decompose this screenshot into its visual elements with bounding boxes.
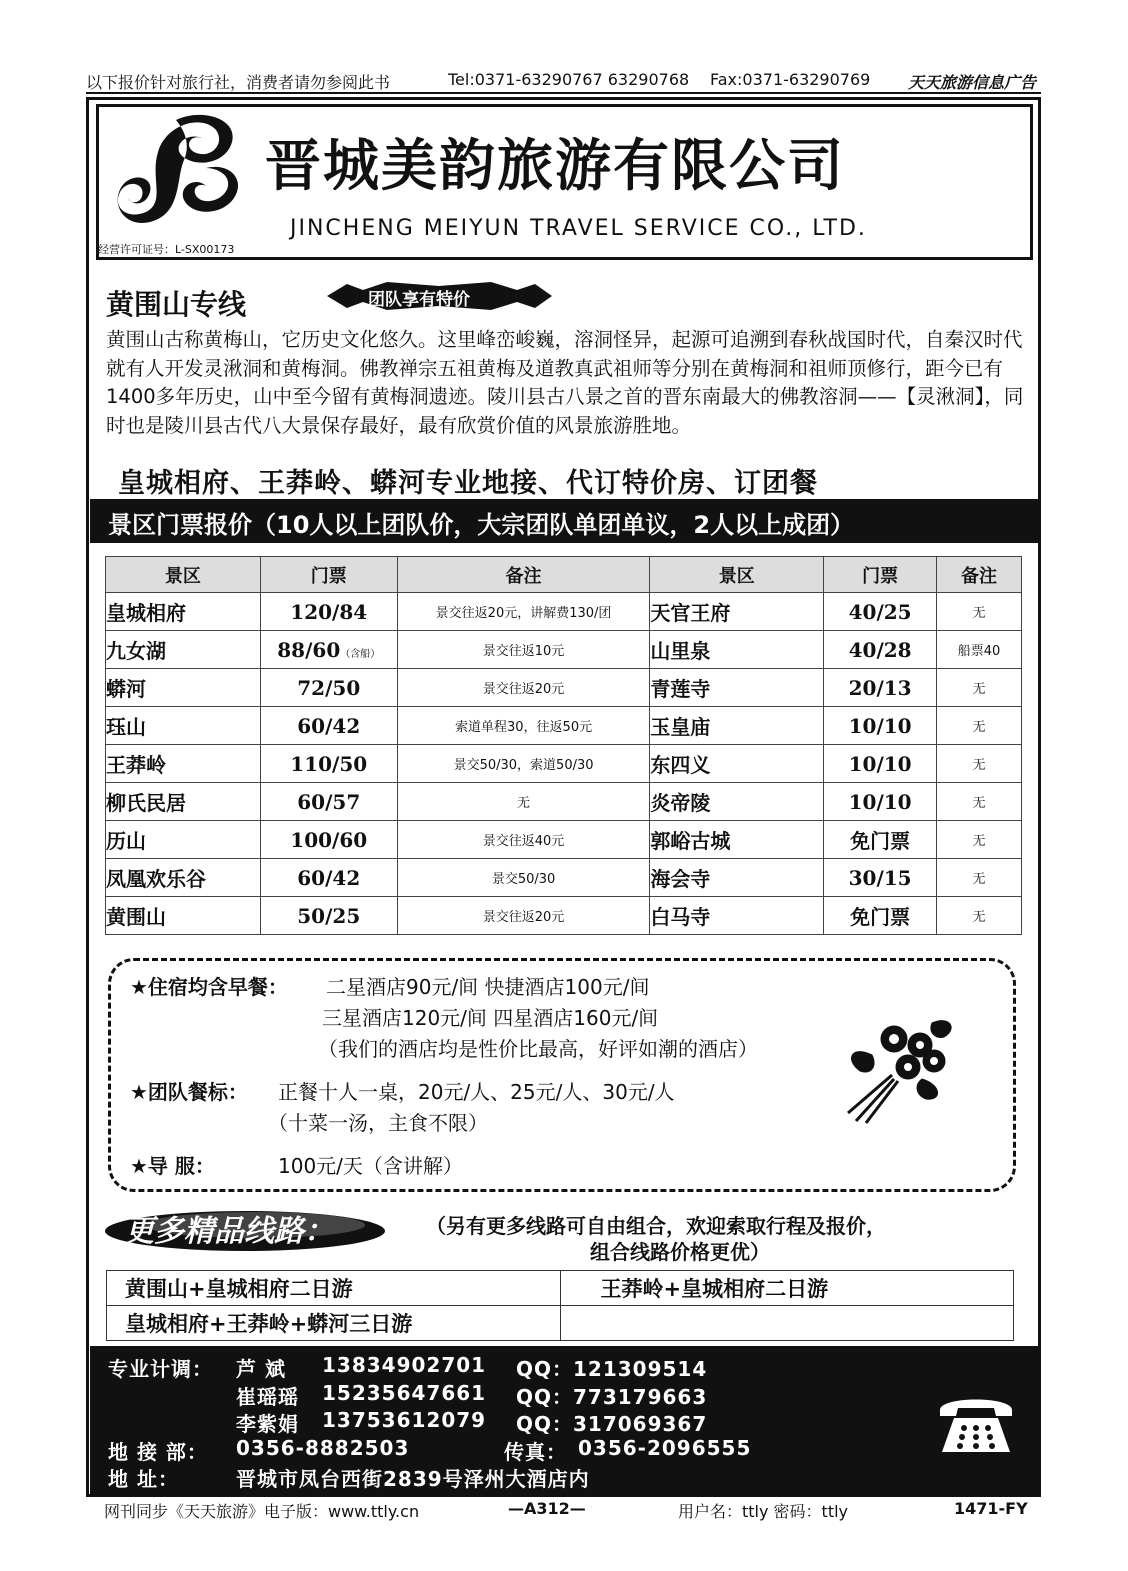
planner-phone: 13834902701 bbox=[322, 1353, 487, 1377]
company-name-en: JINCHENG MEIYUN TRAVEL SERVICE CO., LTD. bbox=[290, 216, 867, 241]
footer bbox=[90, 1499, 1040, 1525]
line-intro: 黄围山古称黄梅山，它历史文化悠久。这里峰峦峻巍，溶洞怪异，起源可追溯到春秋战国时代，自秦汉时代就有人开发灵湫洞和黄梅洞。佛教禅宗五祖黄梅及道教真武祖师等分别在黄梅洞和祖师顶修行，距今已有1400多年历史，山中至今留有黄梅洞遗迹。陵川县古八景之首的晋东南最大的佛教溶洞——【灵湫洞】，同时也是陵川县古代八大景保存最好，最有欣赏价值的风景旅游胜地。 bbox=[106, 328, 1024, 437]
scenic-name: 蟒河 bbox=[106, 669, 261, 707]
ticket-note: 无 bbox=[937, 897, 1022, 935]
ticket-price: 100/60 bbox=[260, 821, 397, 859]
ticket-price: 88/60 bbox=[277, 637, 341, 662]
meal-line-1: 正餐十人一桌，20元/人、25元/人、30元/人 bbox=[278, 1080, 675, 1104]
planner-name: 崔瑶瑶 bbox=[236, 1385, 299, 1409]
table-header-row bbox=[106, 557, 1022, 593]
planner-phone: 13753612079 bbox=[322, 1408, 487, 1432]
ticket-note: 景交往返40元 bbox=[397, 821, 650, 859]
scenic-name: 王莽岭 bbox=[106, 745, 261, 783]
company-name-cn: 晋城美韵旅游有限公司 bbox=[265, 134, 845, 199]
col-header: 门票 bbox=[824, 557, 937, 593]
tel-text: Tel:0371-63290767 63290768 bbox=[448, 70, 690, 89]
ticket-note: 景交50/30 bbox=[397, 859, 650, 897]
table-row bbox=[106, 669, 1022, 707]
table-row bbox=[106, 631, 1022, 669]
planner-phone: 15235647661 bbox=[322, 1381, 487, 1405]
ticket-note: 船票40 bbox=[937, 631, 1022, 669]
route-item-empty bbox=[560, 1306, 1014, 1341]
footer-code: 1471-FY bbox=[954, 1499, 1028, 1518]
flower-bouquet-icon bbox=[842, 1015, 957, 1125]
services-banner: 皇城相府、王莽岭、蟒河专业地接、代订特价房、订团餐 bbox=[118, 468, 818, 499]
telephone-icon bbox=[936, 1390, 1016, 1460]
table-row bbox=[106, 745, 1022, 783]
ticket-note: 无 bbox=[937, 707, 1022, 745]
fax-text: Fax:0371-63290769 bbox=[710, 70, 871, 89]
scenic-name: 皇城相府 bbox=[106, 593, 261, 631]
contact-panel bbox=[90, 1346, 1038, 1494]
ticket-price: 40/28 bbox=[824, 631, 937, 669]
ad-label: 天天旅游信息广告 bbox=[908, 73, 1037, 92]
guide-label bbox=[130, 1150, 215, 1179]
planner-name: 芦 斌 bbox=[236, 1357, 286, 1381]
planner-name: 李紫娟 bbox=[236, 1412, 299, 1436]
scenic-name: 海会寺 bbox=[650, 859, 824, 897]
planner-label: 专业计调： bbox=[108, 1357, 213, 1381]
table-row bbox=[106, 593, 1022, 631]
more-routes-note-1: （另有更多线路可自由组合，欢迎索取行程及报价， bbox=[426, 1214, 886, 1238]
scenic-name: 青莲寺 bbox=[650, 669, 824, 707]
address-label: 地 址： bbox=[108, 1467, 179, 1491]
ticket-note: 无 bbox=[397, 783, 650, 821]
ticket-note: 景交往返10元 bbox=[397, 631, 650, 669]
scenic-name: 柳氏民居 bbox=[106, 783, 261, 821]
col-header: 景区 bbox=[106, 557, 261, 593]
table-row bbox=[106, 783, 1022, 821]
ticket-note: 景交往返20元 bbox=[397, 669, 650, 707]
lodging-line-2: 三星酒店120元/间 四星酒店160元/间 bbox=[322, 1006, 659, 1030]
scenic-name: 天官王府 bbox=[650, 593, 824, 631]
line-title: 黄围山专线 bbox=[106, 288, 247, 321]
scenic-name: 白马寺 bbox=[650, 897, 824, 935]
scenic-name: 山里泉 bbox=[650, 631, 824, 669]
meal-line-2: （十菜一汤，主食不限） bbox=[268, 1111, 488, 1135]
dept-phone: 0356-8882503 bbox=[236, 1436, 410, 1460]
ticket-note: 无 bbox=[937, 669, 1022, 707]
table-row bbox=[106, 897, 1022, 935]
guide-line-1: 100元/天（含讲解） bbox=[278, 1154, 463, 1178]
license-number: 经营许可证号：L-SX00173 bbox=[98, 243, 235, 256]
route-item: 黄围山+皇城相府二日游 bbox=[107, 1271, 561, 1306]
ticket-price: 10/10 bbox=[824, 783, 937, 821]
top-bar bbox=[86, 68, 1041, 94]
company-logo-icon bbox=[106, 112, 246, 230]
meal-label bbox=[130, 1076, 248, 1105]
ticket-note: 无 bbox=[937, 593, 1022, 631]
scenic-name: 炎帝陵 bbox=[650, 783, 824, 821]
ticket-note: 景交往返20元 bbox=[397, 897, 650, 935]
scenic-name: 凤凰欢乐谷 bbox=[106, 859, 261, 897]
ticket-price: 120/84 bbox=[260, 593, 397, 631]
scenic-name: 珏山 bbox=[106, 707, 261, 745]
footer-user: 用户名：ttly 密码：ttly bbox=[678, 1502, 849, 1521]
ticket-note: 无 bbox=[937, 821, 1022, 859]
scenic-name: 东四义 bbox=[650, 745, 824, 783]
fax-number: 0356-2096555 bbox=[578, 1436, 752, 1460]
col-header: 备注 bbox=[397, 557, 650, 593]
ticket-price-cell bbox=[260, 631, 397, 669]
ticket-price: 40/25 bbox=[824, 593, 937, 631]
route-item: 王莽岭+皇城相府二日游 bbox=[560, 1271, 1014, 1306]
fax-label: 传真： bbox=[504, 1440, 567, 1464]
ticket-note: 无 bbox=[937, 745, 1022, 783]
ticket-price-extra: （含船） bbox=[340, 648, 381, 660]
ticket-note: 无 bbox=[937, 783, 1022, 821]
meal-label-text: ★团队餐标： bbox=[130, 1080, 248, 1104]
lodging-label bbox=[130, 971, 288, 1000]
ticket-price: 30/15 bbox=[824, 859, 937, 897]
col-header: 景区 bbox=[650, 557, 824, 593]
scenic-name: 历山 bbox=[106, 821, 261, 859]
table-row bbox=[107, 1306, 1014, 1341]
planner-qq: QQ：121309514 bbox=[516, 1357, 708, 1381]
footer-site: 网刊同步《天天旅游》电子版：www.ttly.cn bbox=[104, 1502, 420, 1521]
scenic-name: 九女湖 bbox=[106, 631, 261, 669]
address-text: 晋城市凤台西街2839号泽州大酒店内 bbox=[236, 1467, 590, 1491]
lodging-line-3: （我们的酒店均是性价比最高，好评如潮的酒店） bbox=[318, 1037, 758, 1061]
ticket-price: 60/42 bbox=[260, 859, 397, 897]
ticket-heading: 景区门票报价（10人以上团队价，大宗团队单团单议，2人以上成团） bbox=[108, 511, 855, 539]
planner-qq: QQ：317069367 bbox=[516, 1412, 708, 1436]
table-row bbox=[107, 1271, 1014, 1306]
guide-label-text: ★导 服： bbox=[130, 1154, 215, 1178]
promo-badge-text: 团队享有特价 bbox=[368, 290, 470, 310]
notice-text: 以下报价针对旅行社，消费者请勿参阅此书 bbox=[86, 73, 391, 92]
lodging-label-text: ★住宿均含早餐： bbox=[130, 975, 288, 999]
dept-label: 地 接 部： bbox=[108, 1440, 208, 1464]
ticket-price: 10/10 bbox=[824, 745, 937, 783]
ticket-price: 50/25 bbox=[260, 897, 397, 935]
ticket-price: 20/13 bbox=[824, 669, 937, 707]
ticket-price: 免门票 bbox=[824, 897, 937, 935]
more-routes-title: 更多精品线路： bbox=[124, 1214, 334, 1249]
ticket-price: 10/10 bbox=[824, 707, 937, 745]
ticket-price: 免门票 bbox=[824, 821, 937, 859]
ticket-note: 景交50/30，索道50/30 bbox=[397, 745, 650, 783]
ticket-price: 60/42 bbox=[260, 707, 397, 745]
col-header: 备注 bbox=[937, 557, 1022, 593]
table-row bbox=[106, 821, 1022, 859]
route-item: 皇城相府+王莽岭+蟒河三日游 bbox=[107, 1306, 561, 1341]
routes-table bbox=[106, 1270, 1014, 1341]
table-row bbox=[106, 707, 1022, 745]
ticket-price-table bbox=[105, 556, 1022, 935]
col-header: 门票 bbox=[260, 557, 397, 593]
ticket-heading-bar bbox=[90, 499, 1038, 543]
ticket-note: 无 bbox=[937, 859, 1022, 897]
footer-page: —A312— bbox=[508, 1499, 586, 1518]
lodging-line-1: 二星酒店90元/间 快捷酒店100元/间 bbox=[326, 975, 650, 999]
scenic-name: 黄围山 bbox=[106, 897, 261, 935]
scenic-name: 玉皇庙 bbox=[650, 707, 824, 745]
planner-qq: QQ：773179663 bbox=[516, 1385, 708, 1409]
scenic-name: 郭峪古城 bbox=[650, 821, 824, 859]
ticket-note: 景交往返20元，讲解费130/团 bbox=[397, 593, 650, 631]
ticket-price: 72/50 bbox=[260, 669, 397, 707]
ticket-price: 60/57 bbox=[260, 783, 397, 821]
ticket-note: 索道单程30，往返50元 bbox=[397, 707, 650, 745]
more-routes-note-2: 组合线路价格更优） bbox=[590, 1240, 770, 1264]
table-row bbox=[106, 859, 1022, 897]
ticket-price: 110/50 bbox=[260, 745, 397, 783]
